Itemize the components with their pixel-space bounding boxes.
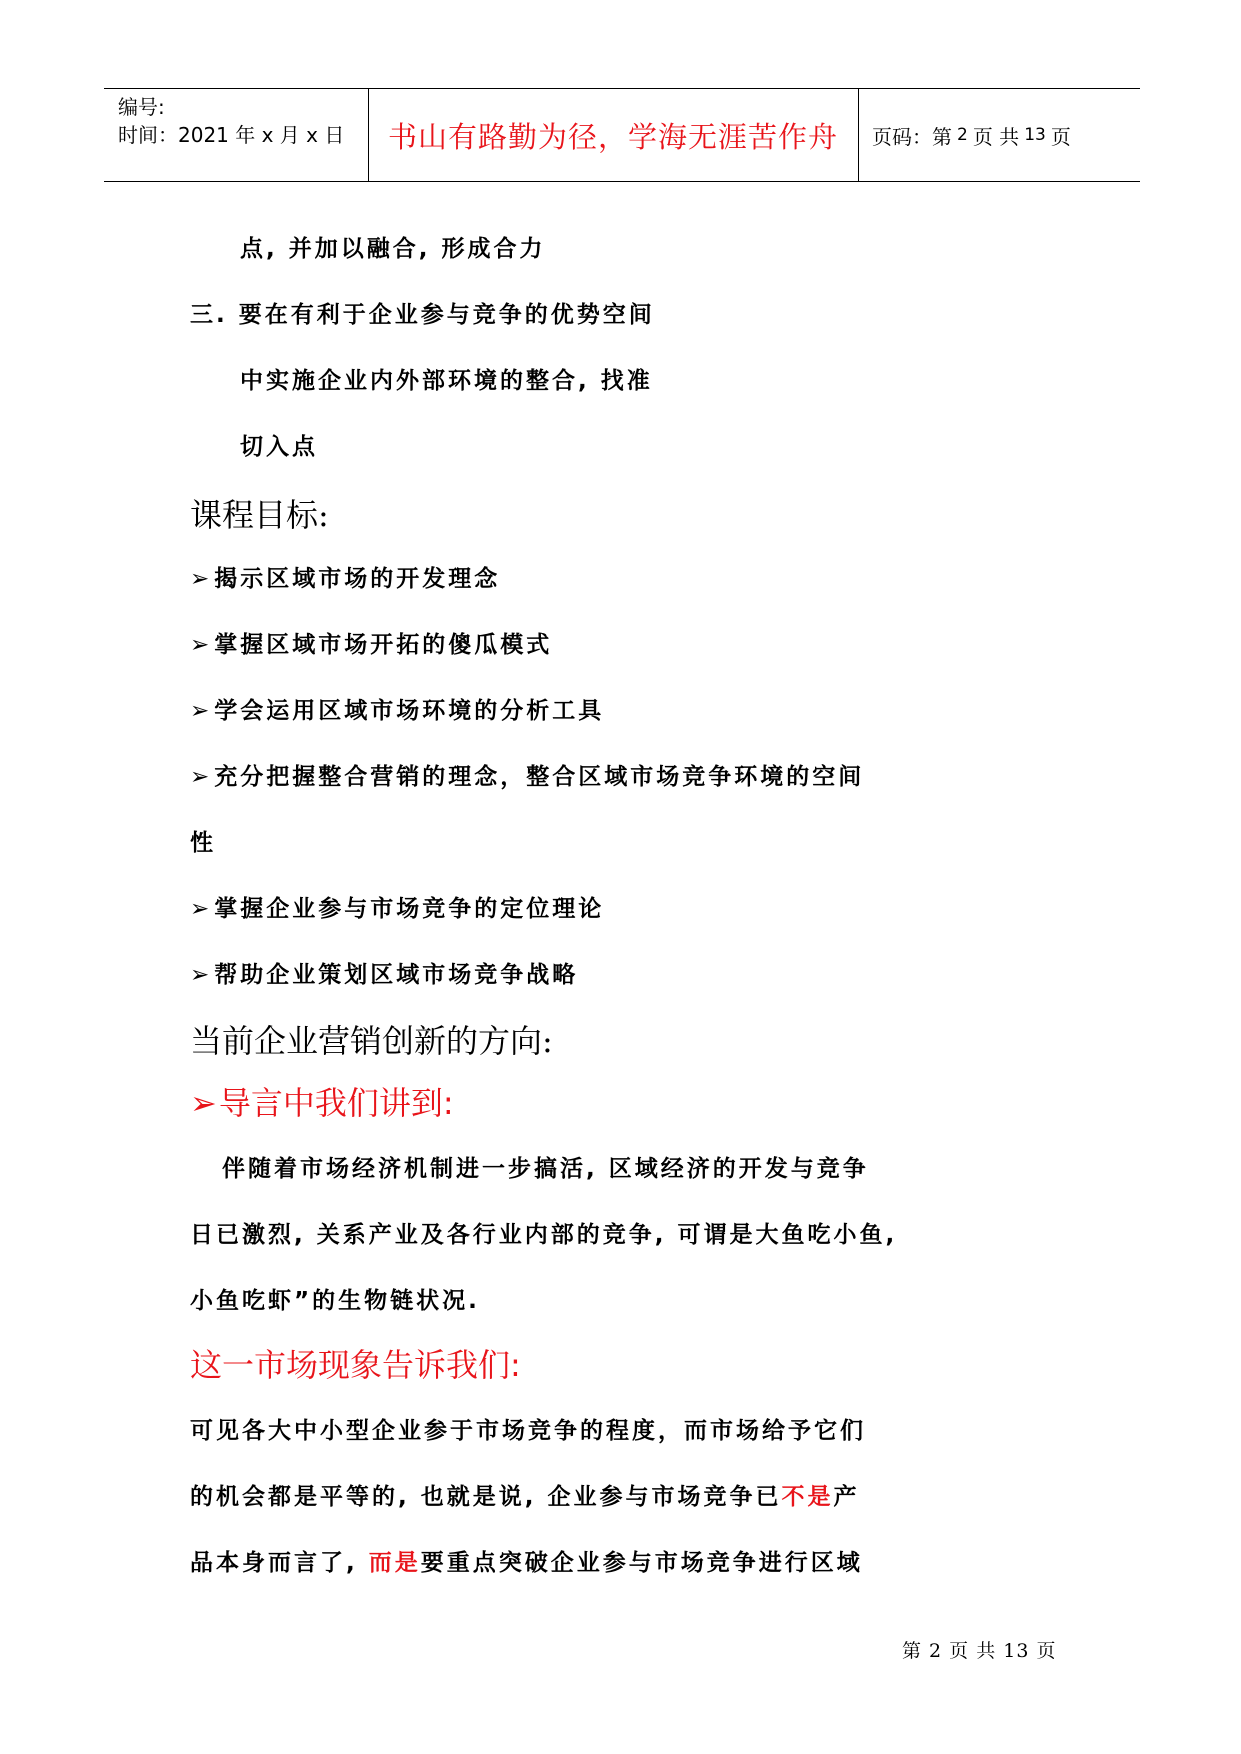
goal-item-3 [190, 692, 604, 725]
bullet-arrow-icon: ➢ [190, 896, 213, 922]
header-motto: 书山有路勤为径，学海无涯苦作舟 [387, 119, 838, 154]
para2-line-3-a: 品本身而言了, [190, 1550, 369, 1576]
para2-line-3 [190, 1544, 863, 1577]
page-footer: 第 2 页 共 13 页 [902, 1640, 1057, 1662]
header-page-suffix: 页 [1050, 124, 1071, 149]
goal-item-2-text: 掌握区域市场开拓的傻瓜模式 [214, 632, 553, 658]
goal-item-6 [190, 956, 578, 989]
bullet-arrow-icon: ➢ [190, 566, 213, 592]
goal-item-4 [190, 758, 864, 791]
goal-item-4-text: 充分把握整合营销的理念，整合区域市场竞争环境的空间 [214, 764, 865, 790]
direction-heading: 当前企业营销创新的方向: [190, 1022, 553, 1060]
goal-item-4-continued: 性 [190, 830, 216, 856]
para2-line-1: 可见各大中小型企业参于市场竞争的程度，而市场给予它们 [190, 1418, 866, 1444]
goal-item-5-text: 掌握企业参与市场竞争的定位理论 [214, 896, 605, 922]
bullet-arrow-icon: ➢ [190, 764, 213, 790]
body-line-3: 中实施企业内外部环境的整合, 找准 [240, 368, 653, 394]
bullet-arrow-icon: ➢ [190, 1084, 217, 1122]
page-header [104, 88, 1140, 182]
bullet-arrow-icon: ➢ [190, 962, 213, 988]
header-page-total: 13 [1024, 125, 1046, 145]
goal-item-1-text: 揭示区域市场的开发理念 [214, 566, 501, 592]
goal-item-2 [190, 626, 552, 659]
body-line-1: 点, 并加以融合, 形成合力 [240, 236, 546, 262]
body-line-2: 三. 要在有利于企业参与竞争的优势空间 [190, 302, 655, 328]
phenomenon-heading: 这一市场现象告诉我们: [190, 1346, 521, 1384]
intro-heading [190, 1078, 454, 1124]
goal-item-3-text: 学会运用区域市场环境的分析工具 [214, 698, 605, 724]
para2-line-3-emphasis: 而是 [368, 1550, 421, 1576]
header-time-label: 时间：2021 年 x 月 x 日 [118, 123, 345, 147]
para2-line-2-a: 的机会都是平等的, 也就是说, 企业参与市场竞争已 [190, 1484, 782, 1510]
bullet-arrow-icon: ➢ [190, 632, 213, 658]
goal-item-1 [190, 560, 500, 593]
para2-line-3-b: 要重点突破企业参与市场竞争进行区域 [420, 1550, 863, 1576]
header-page-mid: 页 共 [972, 124, 1020, 149]
course-goal-heading: 课程目标: [190, 496, 329, 534]
bullet-arrow-icon: ➢ [190, 698, 213, 724]
body-line-4: 切入点 [240, 434, 318, 460]
para1-line-1: 伴随着市场经济机制进一步搞活, 区域经济的开发与竞争 [222, 1156, 869, 1182]
header-page-info [872, 89, 1132, 181]
intro-heading-text: 导言中我们讲到: [218, 1084, 454, 1122]
para2-line-2-emphasis: 不是 [781, 1484, 834, 1510]
para2-line-2-b: 产 [833, 1484, 860, 1510]
goal-item-5 [190, 890, 604, 923]
goal-item-6-text: 帮助企业策划区域市场竞争战略 [214, 962, 579, 988]
para1-line-3: 小鱼吃虾”的生物链状况. [190, 1288, 480, 1314]
para2-line-2 [190, 1478, 860, 1511]
header-number-label: 编号: [118, 95, 165, 119]
header-meta [118, 93, 344, 149]
header-page-prefix: 页码：第 [872, 124, 952, 149]
header-page-current: 2 [957, 125, 968, 145]
header-divider-2 [858, 89, 859, 181]
para1-line-2: 日已激烈, 关系产业及各行业内部的竞争, 可谓是大鱼吃小鱼, [190, 1222, 898, 1248]
